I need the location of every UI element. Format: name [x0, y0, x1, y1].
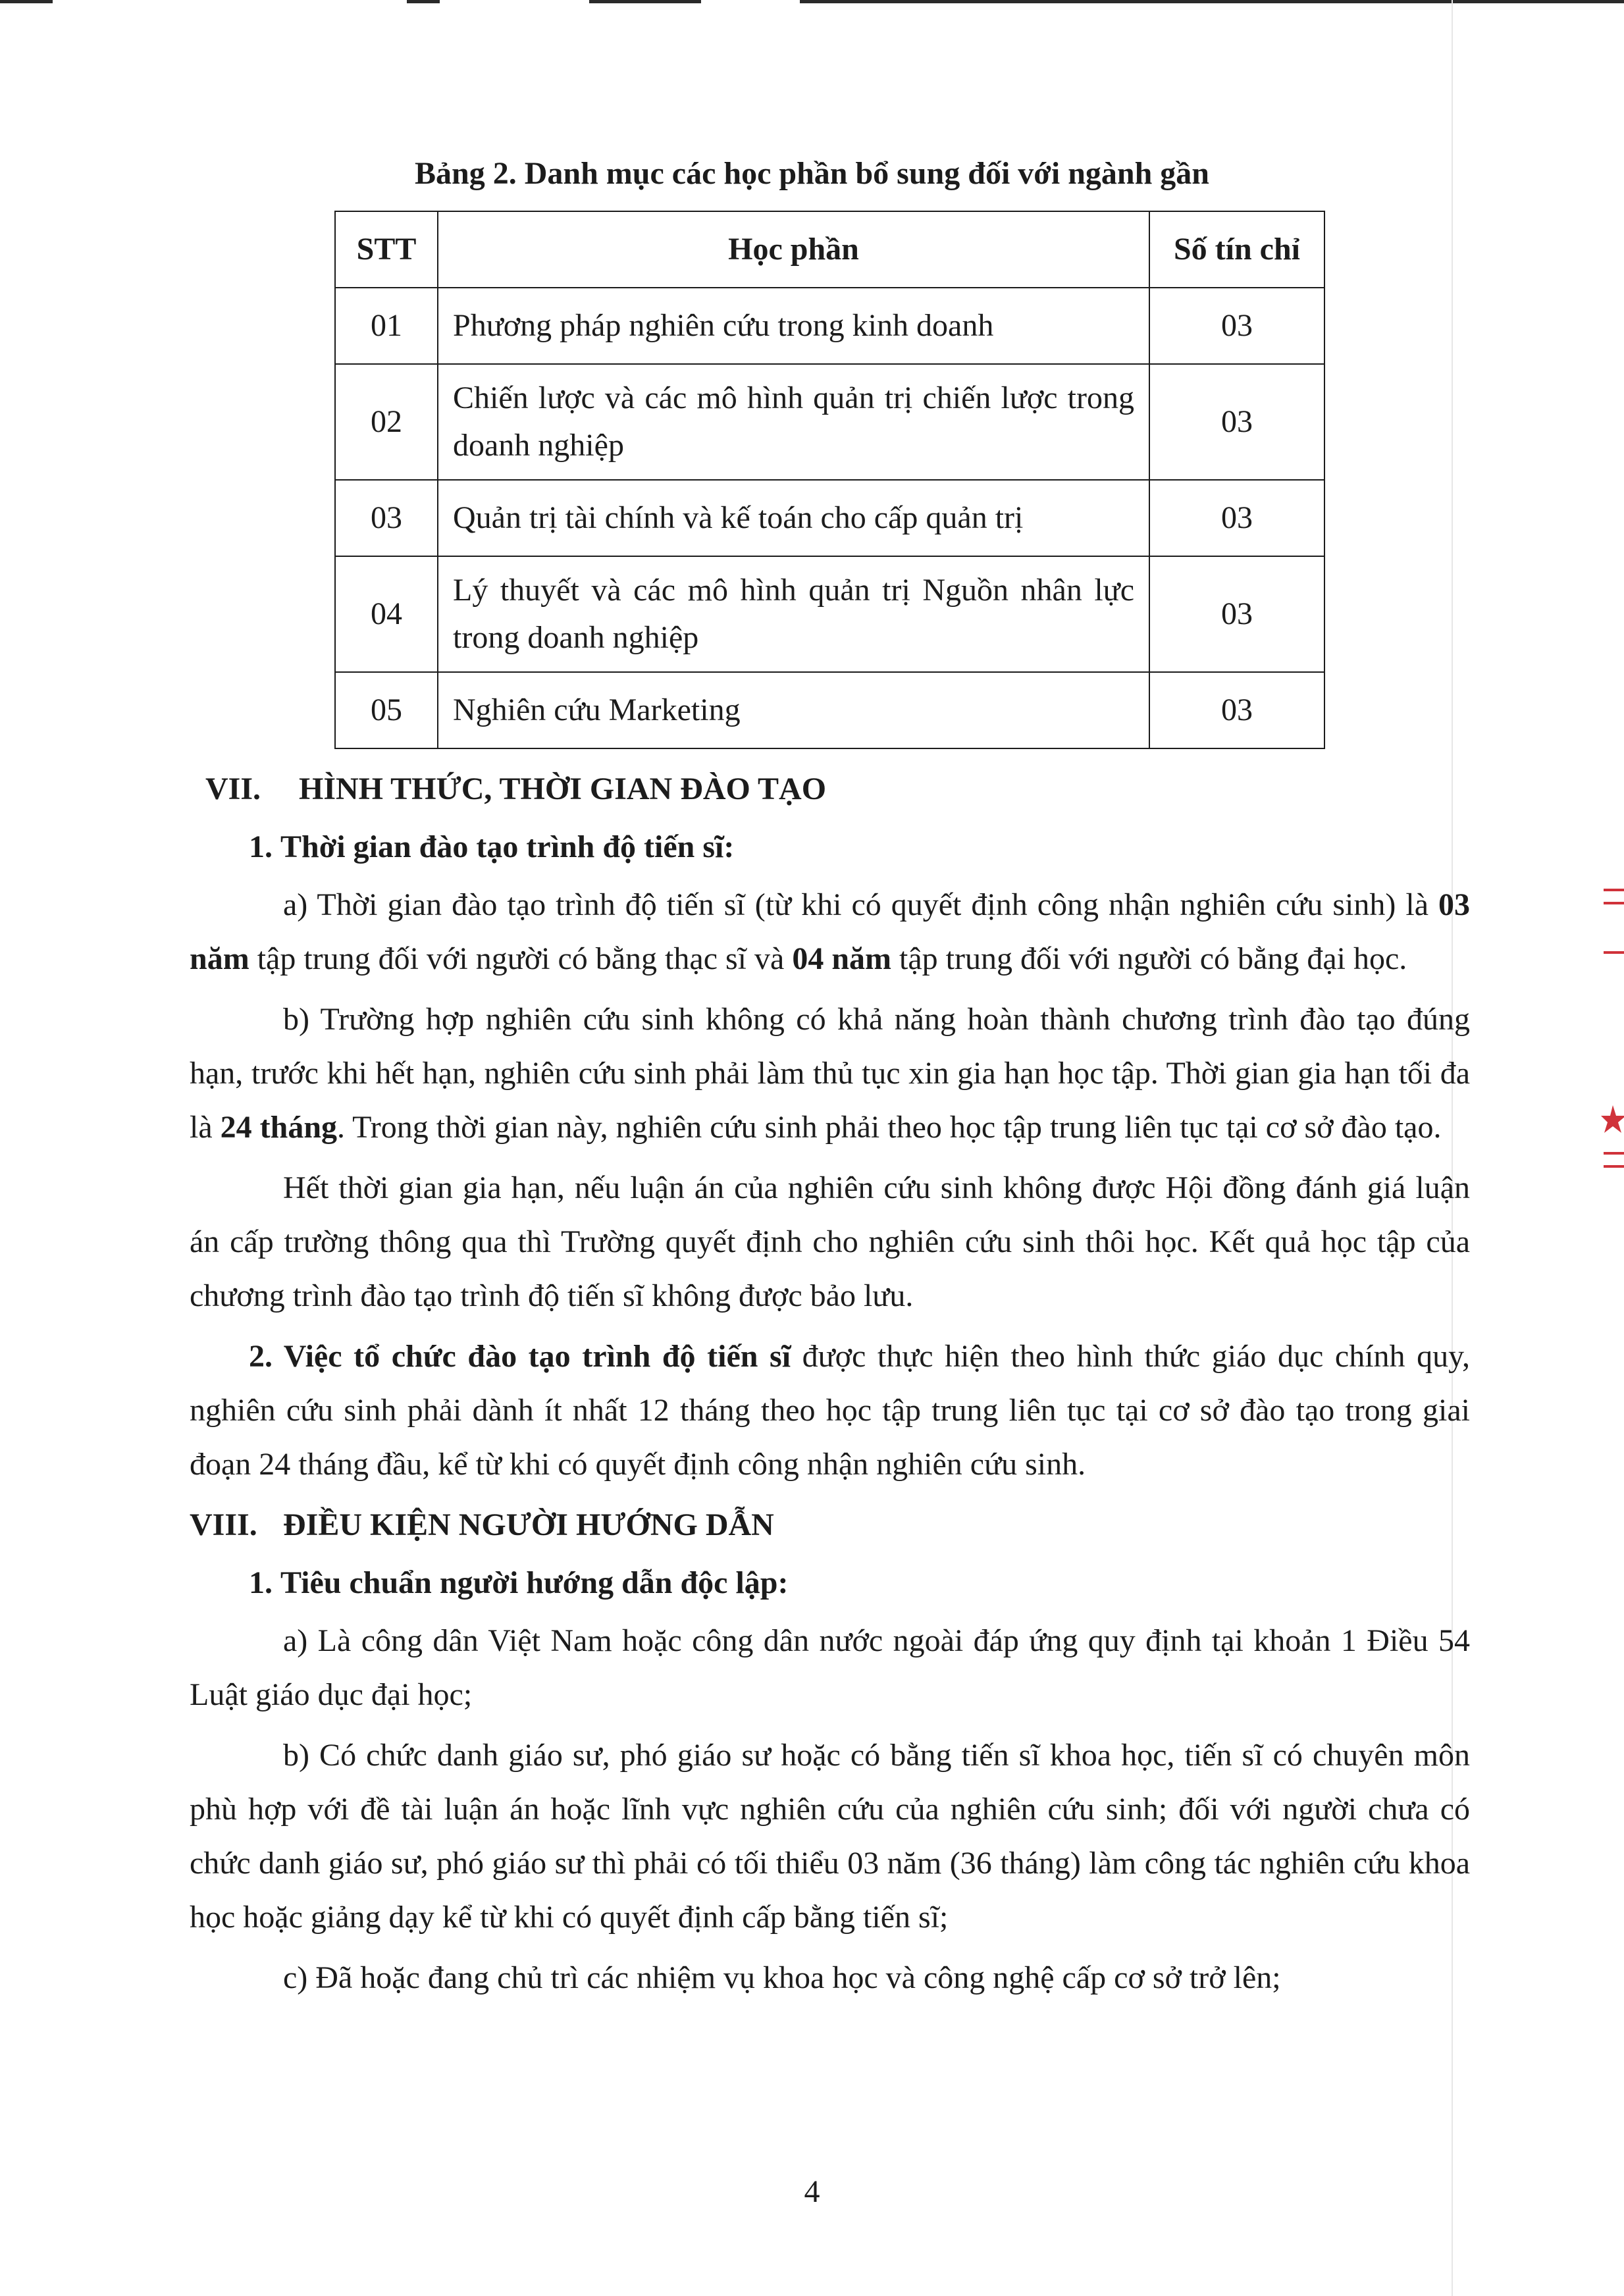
subsection-title: Tiêu chuẩn người hướng dẫn độc lập: [280, 1565, 789, 1600]
row-stt: 01 [335, 288, 438, 364]
section-number: VII. [205, 771, 261, 806]
paragraph: Hết thời gian gia hạn, nếu luận án của nghiên cứu sinh không được Hội đồng đánh giá luận án cấp trường thông qua thì Trường quyết định cho nghiên cứu sinh thôi học. Kết quả học tập của chương trình đào tạo trình độ tiến sĩ không được bảo lưu. [190, 1170, 1470, 1313]
subsection-heading [190, 820, 1470, 874]
section-number: VIII. [190, 1507, 257, 1542]
paragraph: c) Đã hoặc đang chủ trì các nhiệm vụ khoa học và công nghệ cấp cơ sở trở lên; [283, 1960, 1281, 1995]
header-credits: Số tín chỉ [1149, 211, 1324, 288]
row-course: Phương pháp nghiên cứu trong kinh doanh [438, 288, 1149, 364]
table-row [335, 364, 1324, 480]
text-run: a) Thời gian đào tạo trình độ tiến sĩ (từ khi có quyết định công nhận nghiên cứu sinh) là [283, 887, 1438, 922]
row-credits: 03 [1149, 364, 1324, 480]
table-row [335, 672, 1324, 748]
scan-edge-line [589, 0, 701, 3]
section-heading-viii [190, 1498, 1470, 1552]
row-stt: 02 [335, 364, 438, 480]
text-run: b) Trường hợp nghiên cứu sinh không có khả năng hoàn thành chương trình đào tạo đúng hạn, trước khi hết hạn, nghiên cứu sinh phải làm thủ tục xin gia hạn học tập. Thời gian gia hạn tối đa là [190, 1002, 1470, 1145]
table-header-row [335, 211, 1324, 288]
bold-run: 24 tháng [220, 1110, 338, 1145]
subsection-title: Thời gian đào tạo trình độ tiến sĩ: [280, 829, 735, 864]
text-run: . Trong thời gian này, nghiên cứu sinh phải theo học tập trung liên tục tại cơ sở đào tạo. [337, 1110, 1442, 1145]
table-row [335, 288, 1324, 364]
table-row [335, 556, 1324, 672]
row-course: Lý thuyết và các mô hình quản trị Nguồn nhân lực trong doanh nghiệp [438, 556, 1149, 672]
row-course: Chiến lược và các mô hình quản trị chiến lược trong doanh nghiệp [438, 364, 1149, 480]
row-credits: 03 [1149, 556, 1324, 672]
paragraph [190, 993, 1470, 1155]
scan-edge-line [800, 0, 1624, 3]
row-stt: 04 [335, 556, 438, 672]
courses-table [334, 211, 1325, 749]
section-heading-vii [190, 762, 1470, 816]
subsection-number: 1. [249, 1565, 273, 1600]
row-course: Quản trị tài chính và kế toán cho cấp quản trị [438, 480, 1149, 556]
table-row [335, 480, 1324, 556]
row-credits: 03 [1149, 288, 1324, 364]
row-stt: 05 [335, 672, 438, 748]
bold-run: 04 năm [792, 941, 891, 976]
section-title: ĐIỀU KIỆN NGƯỜI HƯỚNG DẪN [283, 1507, 774, 1542]
document-body [190, 762, 1470, 2012]
text-run: tập trung đối với người có bằng thạc sĩ và [249, 941, 793, 976]
row-credits: 03 [1149, 480, 1324, 556]
scan-edge-line [0, 0, 53, 3]
star-icon [1601, 1103, 1624, 1142]
row-stt: 03 [335, 480, 438, 556]
subsection-number: 1. [249, 829, 273, 864]
paragraph [190, 878, 1470, 986]
row-credits: 03 [1149, 672, 1324, 748]
paragraph: a) Là công dân Việt Nam hoặc công dân nước ngoài đáp ứng quy định tại khoản 1 Điều 54 Luật giáo dục đại học; [190, 1623, 1470, 1712]
bold-run: 2. Việc tổ chức đào tạo trình độ tiến sĩ [249, 1339, 791, 1374]
header-course: Học phần [438, 211, 1149, 288]
section-title: HÌNH THỨC, THỜI GIAN ĐÀO TẠO [299, 771, 827, 806]
bold-run: 03 năm [190, 887, 1470, 976]
page-number: 4 [804, 2174, 820, 2209]
scan-edge-line [407, 0, 440, 3]
subsection-heading [190, 1556, 1470, 1610]
paragraph: b) Có chức danh giáo sư, phó giáo sư hoặc có bằng tiến sĩ khoa học, tiến sĩ có chuyên môn phù hợp với đề tài luận án hoặc lĩnh vực nghiên cứu của nghiên cứu sinh; đối với người chưa có chức danh giáo sư, phó giáo sư thì phải có tối thiểu 03 năm (36 tháng) làm công tác nghiên cứu khoa học hoặc giảng dạy kể từ khi có quyết định cấp bằng tiến sĩ; [190, 1738, 1470, 1935]
text-run: được thực hiện theo hình thức giáo dục chính quy, nghiên cứu sinh phải dành ít nhất 12 tháng theo học tập trung liên tục tại cơ sở đào tạo trong giai đoạn 24 tháng đầu, kể từ khi có quyết định công nhận nghiên cứu sinh. [190, 1339, 1470, 1482]
partial-seal-stamp [1598, 875, 1624, 1185]
paragraph [190, 1330, 1470, 1492]
text-run: tập trung đối với người có bằng đại học. [891, 941, 1407, 976]
header-stt: STT [335, 211, 438, 288]
row-course: Nghiên cứu Marketing [438, 672, 1149, 748]
table-caption: Bảng 2. Danh mục các học phần bổ sung đối với ngành gần [415, 156, 1209, 191]
